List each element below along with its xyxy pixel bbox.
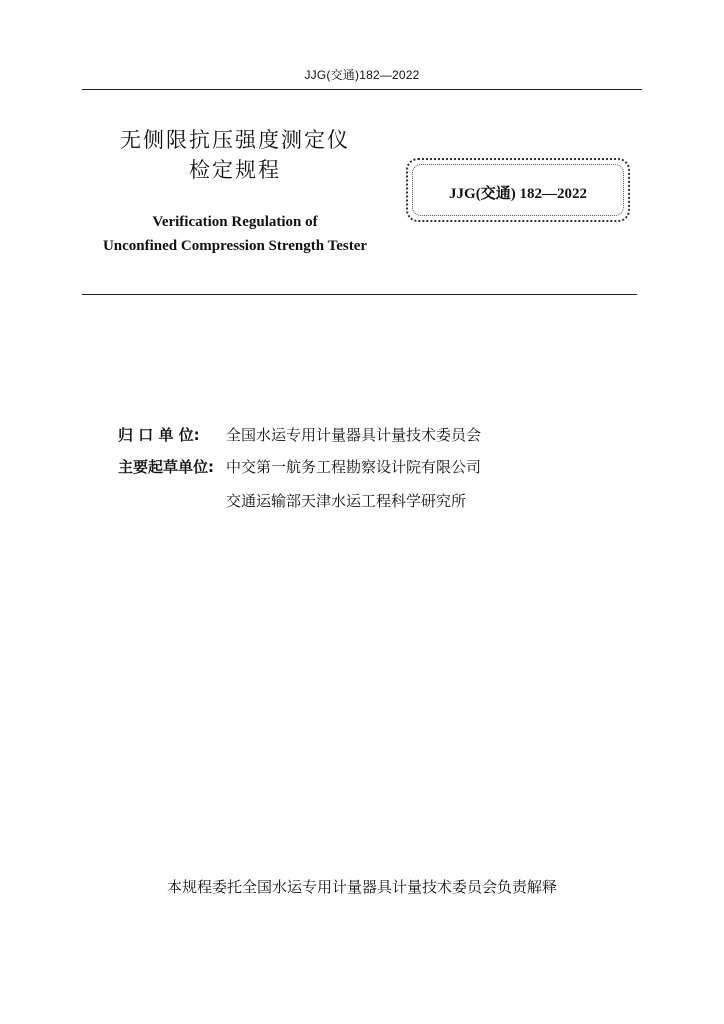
drafting-unit-row (118, 457, 481, 477)
standard-code-header: JJG(交通)182—2022 (304, 68, 420, 82)
chinese-title (90, 125, 380, 185)
responsible-unit-value: 全国水运专用计量器具计量技术委员会 (226, 426, 482, 444)
drafting-unit-row-2 (118, 491, 466, 511)
english-title-line-2: Unconfined Compression Strength Tester (102, 238, 368, 254)
interpretation-note: 本规程委托全国水运专用计量器具计量技术委员会负责解释 (166, 878, 557, 896)
drafting-unit-label: 主要起草单位: (118, 458, 214, 476)
chinese-title-line-1: 无侧限抗压强度测定仪 (120, 128, 350, 152)
title-divider (82, 294, 637, 295)
chinese-title-line-2: 检定规程 (189, 158, 281, 182)
english-title (60, 210, 410, 258)
english-title-line-1: Verification Regulation of (152, 214, 318, 230)
standard-code-stamp (406, 158, 630, 222)
drafting-unit-value-2: 交通运输部天津水运工程科学研究所 (226, 492, 467, 510)
responsible-unit-label: 归 口 单 位: (118, 426, 200, 444)
drafting-unit-value-1: 中交第一航务工程勘察设计院有限公司 (226, 458, 482, 476)
responsible-unit-row (118, 425, 481, 445)
stamp-code: JJG(交通) 182—2022 (449, 186, 587, 202)
header-divider (82, 89, 642, 90)
